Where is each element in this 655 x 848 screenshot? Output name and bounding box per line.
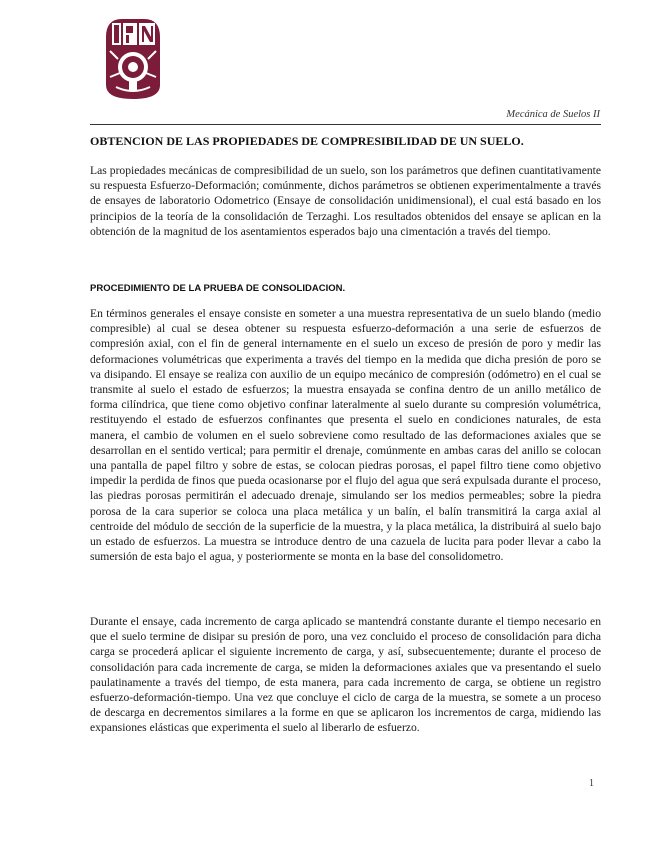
procedure-paragraph: En términos generales el ensaye consiste en someter a una muestra representativa de un suelo blando (medio compresible) al cual se desea obtener su respuesta esfuerzo-deformación a una serie de esfuerzos de compresión axial, con el fin de general internamente en el suelo un exceso de presión de poro y medir las deformaciones volumétricas que experimenta a través del tiempo en la medida que dicha presión de poro se va disipando. El ensaye se realiza con auxilio de un equipo mecánico de compresión (odómetro) en el cual se transmite al suelo el estado de esfuerzos; la muestra ensayada se confina dentro de un anillo metálico de forma cilíndrica, que tiene como objetivo confinar lateralmente al suelo durante su compresión volumétrica, restituyendo el estado de esfuerzos confinantes que presenta el suelo en condiciones naturales, de esta manera, el cambio de volumen en el suelo sobreviene como resultado de las deformaciones axiales que se desarrollan en el sentido vertical; para permitir el drenaje, comúnmente en ambas caras del anillo se colocan una pantalla de papel filtro y sobre de estas, se colocan piedras porosas, el papel filtro tiene como objetivo impedir la perdida de finos que pueda ocasionarse por el flujo del agua que será expulsada durante el proceso, las piedras porosas permitirán el adecuado drenaje, simulando ser los medios permeables; sobre la piedra porosa de la cara superior se coloca una placa metálica y un balín, el balín transmitirá la carga axial al centroide del módulo de sección de la superficie de la muestra, y la placa metálica, la distribuirá al suelo bajo un estado de esfuerzos. La muestra se introduce dentro de una cazuela de lucita para poder llevar a cabo la sumersión de esta bajo el agua, y posteriormente se monta en la base del consolidometro.	[90, 307, 601, 564]
section-title: PROCEDIMIENTO DE LA PRUEBA DE CONSOLIDACION.	[90, 283, 346, 294]
document-title: OBTENCION DE LAS PROPIEDADES DE COMPRESIBILIDAD DE UN SUELO.	[90, 134, 524, 148]
running-header: Mecánica de Suelos II	[506, 109, 600, 120]
during-test-paragraph: Durante el ensaye, cada incremento de carga aplicado se mantendrá constante durante el tiempo necesario en que el suelo termine de disipar su presión de poro, una vez concluido el proceso de consolidación para dicha carga se procederá aplicar el siguiente incremento de carga, y así, subsecuentemente; durante el proceso de consolidación para cada incremente de carga, se miden la deformaciones axiales que va presentando el suelo paulatinamente a través del tiempo, de esta manera, para cada incremento de carga, se obtiene un registro esfuerzo-deformación-tiempo. Una vez que concluye el ciclo de carga de la muestra, se somete a un proceso de descarga en decrementos similares a la forme en que se aplicaron los incrementos de carga, midiendo las expansiones elásticas que experimenta el suelo al liberarlo de esfuerzo.	[90, 615, 601, 735]
page-number: 1	[589, 778, 594, 789]
ipn-logo-icon	[102, 15, 164, 101]
intro-paragraph: Las propiedades mecánicas de compresibilidad de un suelo, son los parámetros que definen cuantitativamente su respuesta Esfuerzo-Deformación; comúnmente, dichos parámetros se obtienen experimentalmente a través de ensayes de laboratorio Odometrico (Ensaye de consolidación unidimensional), el cual está basado en los principios de la teoría de la consolidación de Terzaghi. Los resultados obtenidos del ensaye se aplican en la obtención de la magnitud de los asentamientos esperados bajo una cimentación a través del tiempo.	[90, 164, 601, 238]
ipn-logo	[102, 15, 164, 101]
header-divider	[90, 124, 601, 125]
